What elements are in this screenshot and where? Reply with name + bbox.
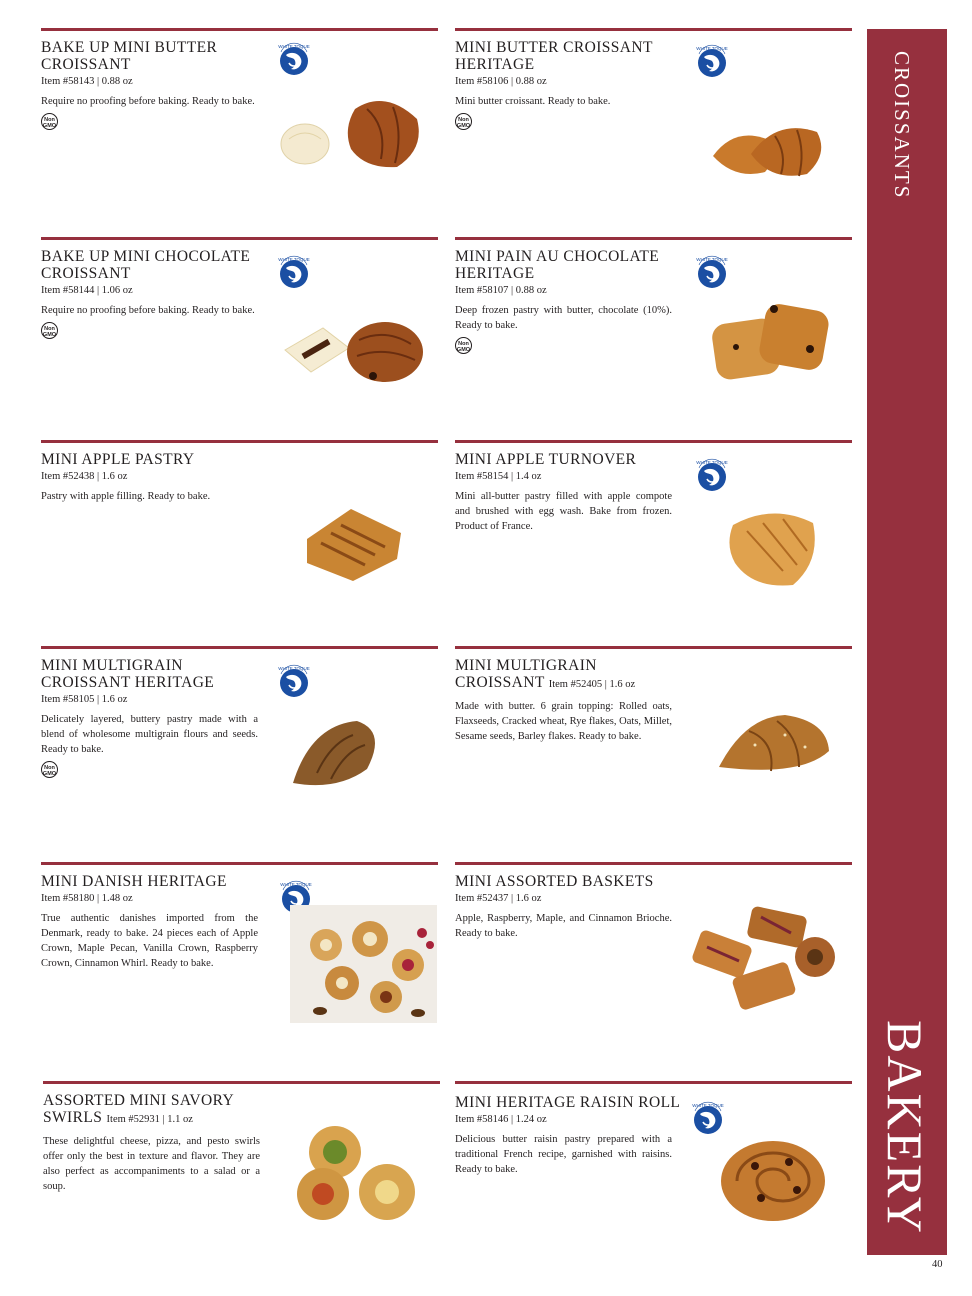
product-text bbox=[455, 657, 672, 744]
product-text bbox=[455, 39, 672, 132]
product-title: BAKE UP MINI BUTTER CROISSANT bbox=[41, 39, 218, 73]
product-text bbox=[43, 1092, 260, 1194]
product-item-number: Item #58105 | 1.6 oz bbox=[41, 694, 128, 705]
product-card bbox=[455, 862, 852, 1042]
product-card bbox=[41, 237, 438, 417]
product-text bbox=[455, 451, 672, 534]
product-description: Delicious butter raisin pastry prepared with a traditional French recipe, garnished with raisins. Ready to bake. bbox=[455, 1134, 672, 1175]
product-title: MINI APPLE PASTRY bbox=[41, 451, 195, 468]
product-photo bbox=[290, 905, 437, 1023]
category-label: BAKERY bbox=[877, 1020, 933, 1235]
white-toque-logo-icon bbox=[691, 1100, 725, 1134]
product-description: Pastry with apple filling. Ready to bake. bbox=[41, 491, 211, 502]
product-description: Require no proofing before baking. Ready to bake. bbox=[41, 305, 255, 316]
product-description: Made with butter. 6 grain topping: Rolled oats, Flaxseeds, Cracked wheat, Rye flakes, Oats, Millet, Sesame seeds, Barley flakes. Ready to bake. bbox=[455, 701, 672, 742]
product-photo bbox=[691, 903, 841, 1018]
product-text bbox=[41, 39, 258, 132]
product-description: Mini butter croissant. Ready to bake. bbox=[455, 96, 611, 107]
white-toque-logo-icon bbox=[695, 254, 729, 288]
product-card bbox=[41, 646, 438, 826]
product-description: Apple, Raspberry, Maple, and Cinnamon Brioche. Ready to bake. bbox=[455, 913, 672, 939]
product-card bbox=[455, 646, 852, 826]
product-item-number: Item #58143 | 0.88 oz bbox=[41, 76, 133, 87]
product-title: MINI APPLE TURNOVER bbox=[455, 451, 637, 468]
non-gmo-icon: Non GMO bbox=[41, 761, 58, 778]
product-photo bbox=[287, 717, 397, 792]
product-item-number: Item #58146 | 1.24 oz bbox=[455, 1114, 547, 1125]
product-card bbox=[455, 1081, 852, 1261]
product-description: Mini all-butter pastry filled with apple compote and brushed with egg wash. Bake from frozen. Product of France. bbox=[455, 491, 672, 532]
product-item-number: Item #58106 | 0.88 oz bbox=[455, 76, 547, 87]
product-title: MINI DANISH HERITAGE bbox=[41, 873, 227, 890]
product-item-number: Item #58144 | 1.06 oz bbox=[41, 285, 133, 296]
product-title: BAKE UP MINI CHOCOLATE CROISSANT bbox=[41, 248, 251, 282]
category-sidebar bbox=[867, 29, 947, 1255]
product-title bbox=[43, 1092, 278, 1128]
product-photo bbox=[291, 1124, 436, 1224]
product-photo bbox=[705, 106, 835, 181]
non-gmo-icon: Non GMO bbox=[41, 322, 58, 339]
product-title: MINI HERITAGE RAISIN ROLL bbox=[455, 1094, 681, 1111]
product-title-text: ASSORTED MINI SAVORY SWIRLS bbox=[43, 1092, 234, 1126]
product-card bbox=[455, 28, 852, 208]
product-text bbox=[41, 873, 258, 971]
non-gmo-icon: Non GMO bbox=[455, 113, 472, 130]
product-card bbox=[41, 862, 438, 1042]
product-photo bbox=[715, 711, 835, 781]
section-label: CROISSANTS bbox=[890, 51, 914, 200]
white-toque-logo-icon bbox=[277, 663, 311, 697]
product-photo bbox=[723, 501, 823, 591]
product-text bbox=[41, 451, 258, 504]
product-item-number: Item #58180 | 1.48 oz bbox=[41, 893, 133, 904]
product-item-number: Item #52405 | 1.6 oz bbox=[548, 679, 636, 690]
product-card bbox=[41, 28, 438, 208]
white-toque-logo-icon bbox=[695, 457, 729, 491]
product-text bbox=[41, 657, 258, 780]
product-photo bbox=[279, 310, 429, 390]
product-title: MINI ASSORTED BASKETS bbox=[455, 873, 654, 890]
product-photo bbox=[301, 503, 406, 583]
product-text bbox=[41, 248, 258, 341]
product-text bbox=[455, 1094, 681, 1177]
product-item-number: Item #58154 | 1.4 oz bbox=[455, 471, 542, 482]
product-title bbox=[455, 657, 690, 693]
product-photo bbox=[710, 295, 835, 385]
product-item-number: Item #52438 | 1.6 oz bbox=[41, 471, 128, 482]
product-description: True authentic danishes imported from the Denmark, ready to bake. 24 pieces each of Apple Crown, Maple Pecan, Vanilla Crown, Raspberry Crown, Cinnamon Whirl. Ready to bake. bbox=[41, 913, 258, 969]
product-title: MINI MULTIGRAIN CROISSANT HERITAGE bbox=[41, 657, 215, 691]
non-gmo-icon: Non GMO bbox=[455, 337, 472, 354]
product-item-number: Item #52931 | 1.1 oz bbox=[106, 1114, 193, 1125]
product-title: MINI BUTTER CROISSANT HERITAGE bbox=[455, 39, 653, 73]
white-toque-logo-icon bbox=[277, 41, 311, 75]
product-photo bbox=[717, 1136, 829, 1226]
product-item-number: Item #58107 | 0.88 oz bbox=[455, 285, 547, 296]
non-gmo-icon: Non GMO bbox=[41, 113, 58, 130]
product-card bbox=[43, 1081, 440, 1261]
product-description: Deep frozen pastry with butter, chocolate (10%). Ready to bake. bbox=[455, 305, 672, 331]
product-photo bbox=[277, 89, 427, 174]
product-title: MINI PAIN AU CHOCOLATE HERITAGE bbox=[455, 248, 660, 282]
product-text bbox=[455, 873, 672, 941]
product-card bbox=[455, 237, 852, 417]
product-text bbox=[455, 248, 672, 356]
product-description: These delightful cheese, pizza, and pesto swirls offer only the best in texture and flavor. They are also perfect as accompaniments to a salad or a soup. bbox=[43, 1136, 260, 1192]
product-description: Delicately layered, buttery pastry made with a blend of wholesome multigrain flours and seeds. Ready to bake. bbox=[41, 714, 258, 755]
product-description: Require no proofing before baking. Ready to bake. bbox=[41, 96, 255, 107]
white-toque-logo-icon bbox=[695, 43, 729, 77]
white-toque-logo-icon bbox=[277, 254, 311, 288]
page-number: 40 bbox=[932, 1259, 943, 1270]
product-card bbox=[455, 440, 852, 620]
product-title-text: MINI MULTIGRAIN CROISSANT bbox=[455, 657, 597, 691]
product-card bbox=[41, 440, 438, 620]
product-item-number: Item #52437 | 1.6 oz bbox=[455, 893, 542, 904]
